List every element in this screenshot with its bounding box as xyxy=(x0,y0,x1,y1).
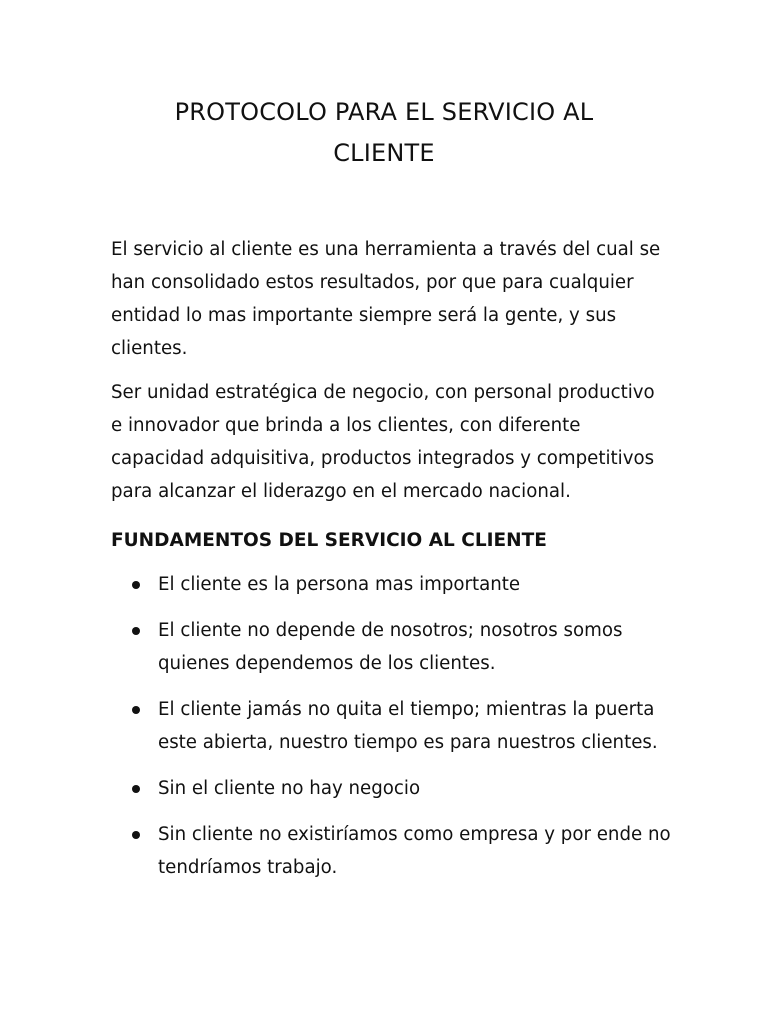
list-item xyxy=(111,772,671,805)
list-item-text: Sin el cliente no hay negocio xyxy=(158,778,421,799)
list-item xyxy=(111,568,671,601)
bullet-icon xyxy=(132,831,140,839)
bullet-icon xyxy=(132,627,140,635)
document-body xyxy=(111,233,671,897)
title-line-1: PROTOCOLO PARA EL SERVICIO AL xyxy=(174,98,594,126)
list-item-text: El cliente jamás no quita el tiempo; mientras la puerta este abierta, nuestro tiempo es para nuestros clientes. xyxy=(158,699,658,753)
title-line-2: CLIENTE xyxy=(333,139,435,167)
list-item-text: El cliente no depende de nosotros; nosotros somos quienes dependemos de los clientes. xyxy=(158,620,623,674)
list-item xyxy=(111,614,671,680)
paragraph-mission: Ser unidad estratégica de negocio, con personal productivo e innovador que brinda a los clientes, con diferente capacidad adquisitiva, productos integrados y competitivos para alcanzar el liderazgo en el mercado nacional. xyxy=(111,382,655,502)
section-heading: FUNDAMENTOS DEL SERVICIO AL CLIENTE xyxy=(111,530,547,551)
bullet-icon xyxy=(132,706,140,714)
bullet-icon xyxy=(132,581,140,589)
bullet-list xyxy=(111,568,671,884)
document-title xyxy=(110,92,658,174)
paragraph-intro: El servicio al cliente es una herramienta a través del cual se han consolidado estos resultados, por que para cualquier entidad lo mas importante siempre será la gente, y sus clientes. xyxy=(111,239,661,359)
list-item xyxy=(111,818,671,884)
bullet-icon xyxy=(132,785,140,793)
list-item-text: El cliente es la persona mas importante xyxy=(158,574,521,595)
list-item-text: Sin cliente no existiríamos como empresa y por ende no tendríamos trabajo. xyxy=(158,824,671,878)
list-item xyxy=(111,693,671,759)
